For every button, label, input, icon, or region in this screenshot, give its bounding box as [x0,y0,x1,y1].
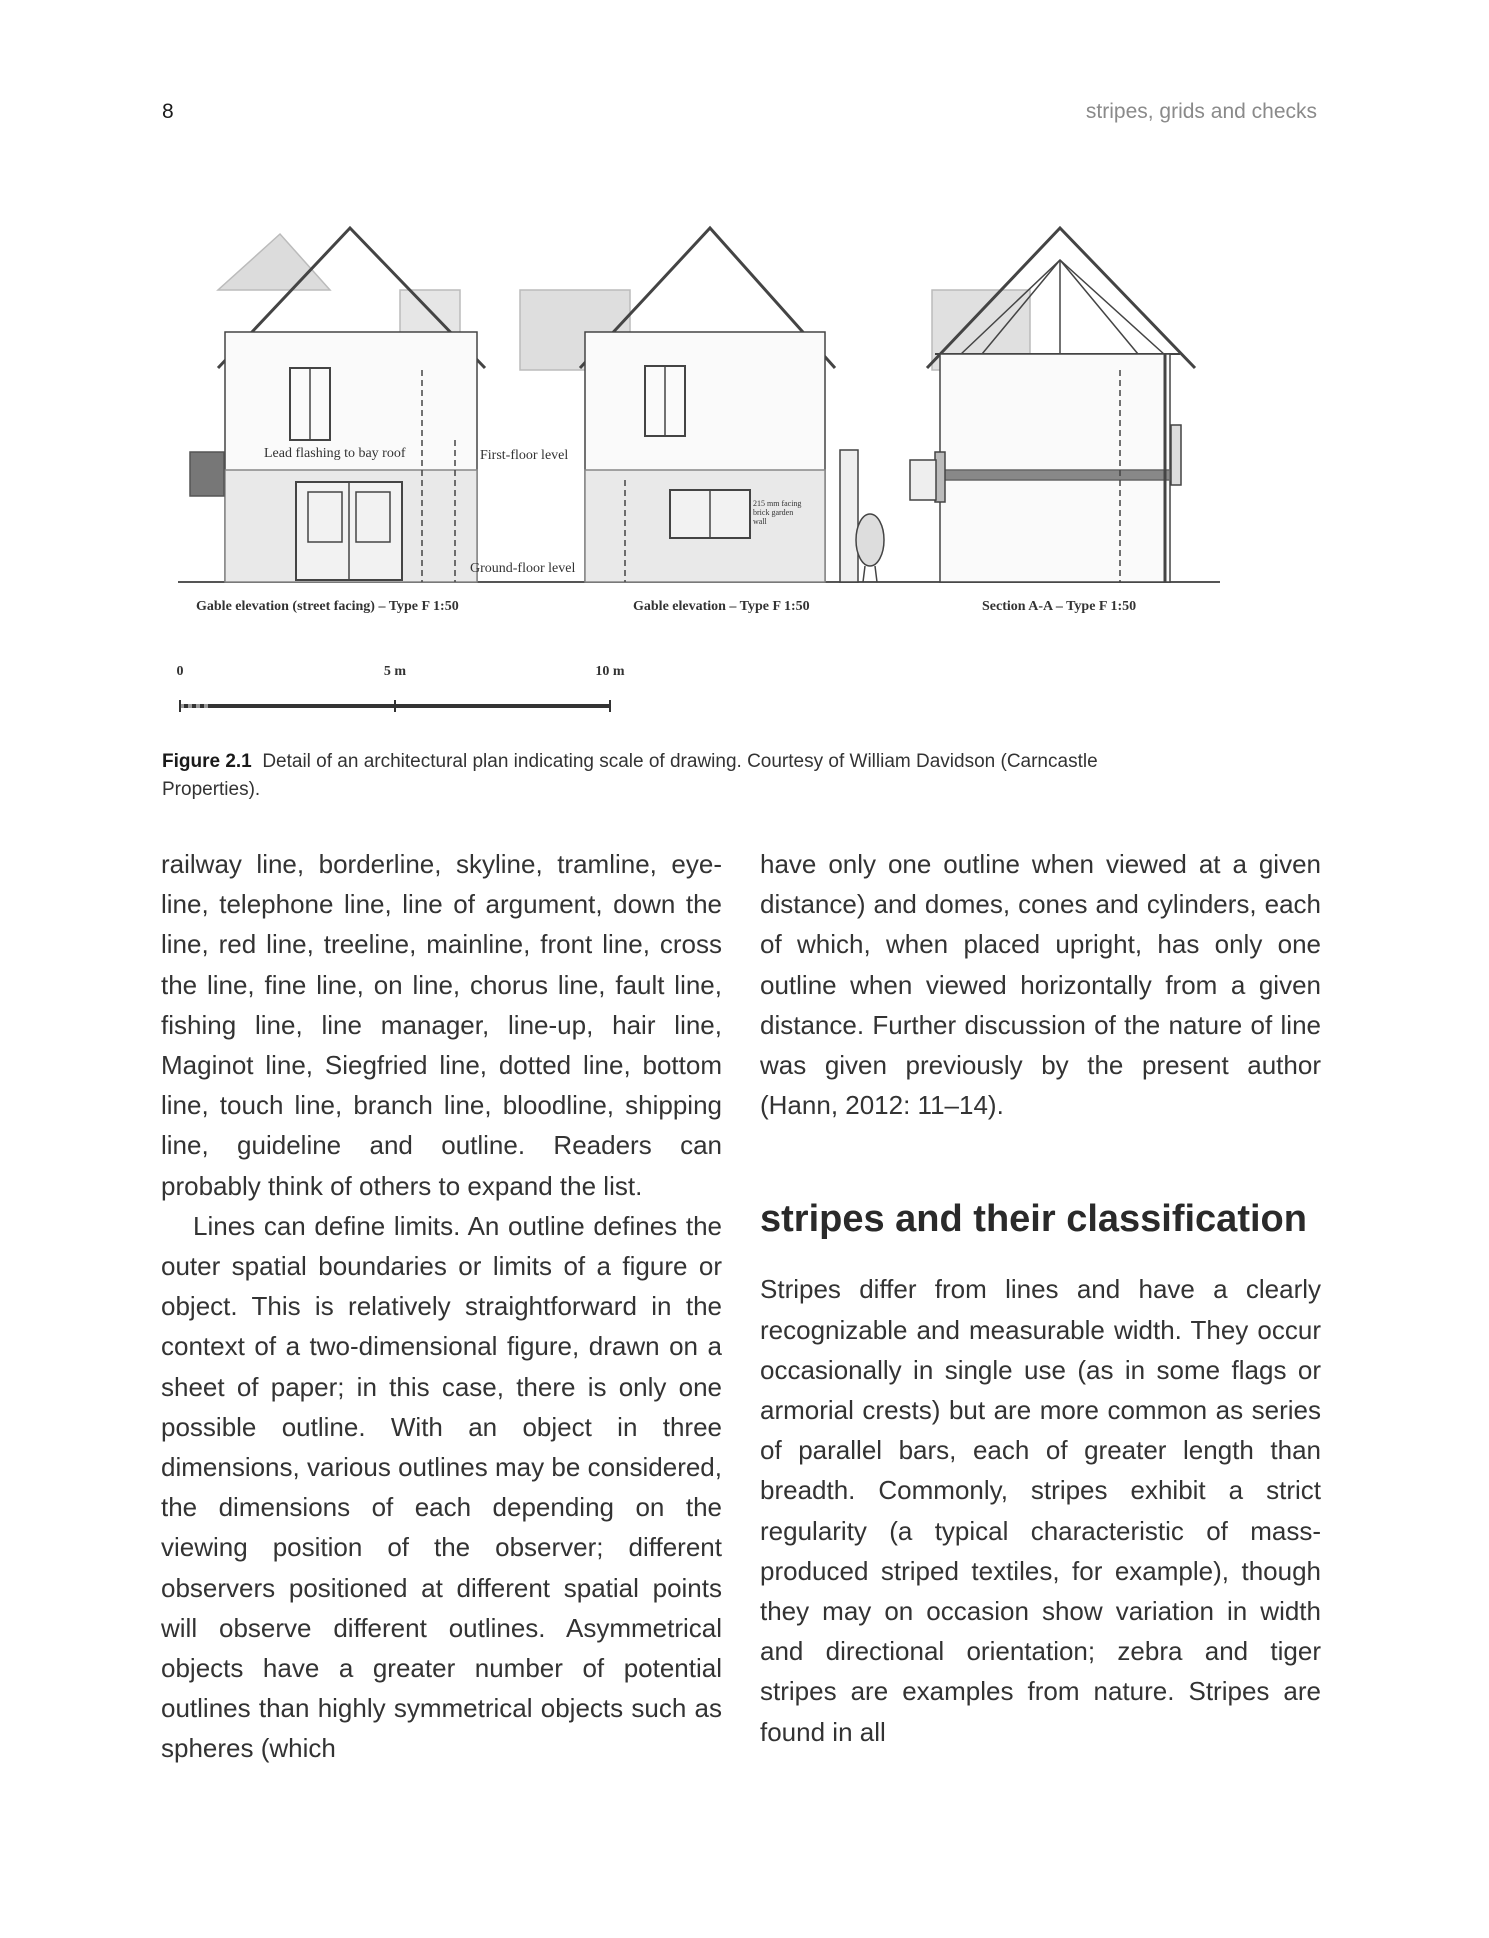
scale-bar [180,700,610,712]
label-garden-wall-1: 215 mm facing [753,499,802,508]
title-section: Section A-A – Type F 1:50 [982,599,1137,614]
elevation-drawing [170,220,1250,720]
paragraph-line-list: railway line, borderline, skyline, tramline, eye-line, telephone line, line of argument, down the line, red line, treeline, mainline, front line, cross the line, fine line, on line, chorus line, fault line, fishing line, line manager, line-up, hair line, Maginot line, Siegfried line, dotted line, bottom line, touch line, branch line, bloodline, shipping line, guideline and outline. Readers can probably think of others to expand the list. [161,849,722,1201]
house-section [910,228,1195,582]
label-garden-wall-3: wall [753,517,767,526]
label-first-floor: First-floor level [480,448,569,463]
figure-caption [162,748,1162,804]
section-heading: stripes and their classification [760,1198,1307,1241]
scale-label-five: 5 m [383,664,407,679]
house-gable [520,228,884,582]
label-ground-floor: Ground-floor level [470,561,576,576]
label-garden-wall-2: brick garden [753,508,794,517]
running-title: stripes, grids and checks [1085,100,1317,123]
title-gable-street: Gable elevation (street facing) – Type F 1:50 [196,599,459,614]
caption-text: Detail of an architectural plan indicating scale of drawing. Courtesy of William Davidson (Carncastle Properties). [162,751,1098,800]
right-column [760,844,1321,1752]
running-head [162,100,1317,130]
page-number: 8 [162,100,174,123]
house-street-gable [190,228,485,582]
architectural-drawing-figure [170,220,1250,720]
left-column [161,844,722,1769]
paragraph-outline-continued: have only one outline when viewed at a given distance) and domes, cones and cylinders, each of which, when placed upright, has only one outline when viewed horizontally from a given distance. Further discussion of the nature of line was given previously by the present author (Hann, 2012: 11–14). [760,849,1321,1121]
caption-label: Figure 2.1 [162,751,252,772]
scale-label-zero: 0 [176,664,184,679]
title-gable: Gable elevation – Type F 1:50 [633,599,810,614]
paragraph-outlines: Lines can define limits. An outline defines the outer spatial boundaries or limits of a figure or object. This is relatively straightforward in the context of a two-dimensional figure, drawn on a sheet of paper; in this case, there is only one possible outline. With an object in three dimensions, various outlines may be considered, the dimensions of each depending on the viewing position of the observer; different observers positioned at different spatial points will observe different outlines. Asymmetrical objects have a greater number of potential outlines than highly symmetrical objects such as spheres (which [161,1210,722,1764]
scale-label-ten: 10 m [595,664,625,679]
label-lead-flashing: Lead flashing to bay roof [264,446,406,461]
paragraph-stripes: Stripes differ from lines and have a clearly recognizable and measurable width. They occur occasionally in single use (as in some flags or armorial crests) but are more common as series of parallel bars, each of greater length than breadth. Commonly, stripes exhibit a strict regularity (a typical characteristic of mass-produced striped textiles, for example), though they may on occasion show variation in width and directional orientation; zebra and tiger stripes are examples from nature. Stripes are found in all [760,1274,1321,1747]
